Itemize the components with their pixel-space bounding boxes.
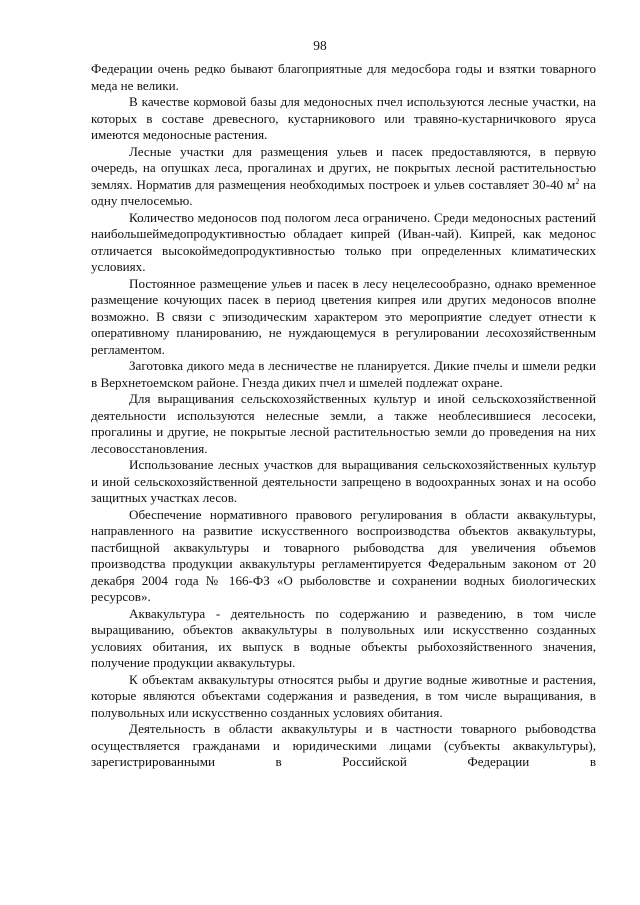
superscript-square: 2 (575, 176, 580, 186)
paragraph-continuation: Федерации очень редко бывают благоприятные для медосбора годы и взятки товарного меда не велики. (91, 61, 596, 93)
paragraph-hive-placement-tail: на одну пчелосемью. (91, 176, 596, 208)
paragraph-forage-base: В качестве кормовой базы для медоносных пчел используются лесные участки, на которых в составе древесного, кустарникового или травяно-кустарничкового яруса имеются медоносные растения. (91, 94, 596, 142)
paragraph-aquaculture-regulation: Обеспечение нормативного правового регулирования в области аквакультуры, направленного на развитие искусственного воспроизводства объектов аквакультуры, пастбищной аквакультуры и товарного рыбоводства для увеличения объемов производства продукции аквакультуры регламентируется Федеральным законом от 20 декабря 2004 года № 166-ФЗ «О рыболовстве и сохранении водных биологических ресурсов». (91, 506, 596, 604)
paragraph-agriculture-restriction: Использование лесных участков для выращивания сельскохозяйственных культур и иной сельскохозяйственной деятельности запрещено в водоохранных зонах и на особо защитных участках лесов. (91, 457, 596, 505)
page-number: 98 (313, 38, 327, 53)
paragraph-honey-plants: Количество медоносов под пологом леса ограничено. Среди медоносных растений наибольшеймедопродуктивностью обладает кипрей (Иван-чай). Кипрей, как медонос отличается высокоймедопродуктивностью только при определенных климатических условиях. (91, 209, 596, 274)
paragraph-permanent-placement: Постоянное размещение ульев и пасек в лесу нецелесообразно, однако временное размещение кочующих пасек в период цветения кипрея или других медоносов вполне возможно. В связи с эпизодическим характером это мероприятие следует отнести к оперативному планированию, не нуждающемуся в регулировании лесохозяйственным регламентом. (91, 275, 596, 357)
body-text (91, 61, 596, 771)
paragraph-hive-placement (91, 144, 596, 210)
paragraph-aquaculture-definition: Аквакультура - деятельность по содержанию и разведению, в том числе выращиванию, объектов аквакультуры в полувольных или искусственно созданных условиях обитания, их выпуск в водные объекты рыбохозяйственного значения, получение продукции аквакультуры. (91, 605, 596, 670)
paragraph-aquaculture-activity: Деятельность в области аквакультуры и в частности товарного рыбоводства осуществляется гражданами и юридическими лицами (субъекты аквакультуры), зарегистрированными в Российской Федерации в (91, 721, 596, 769)
paragraph-aquaculture-objects: К объектам аквакультуры относятся рыбы и другие водные животные и растения, которые являются объектами содержания и разведения, в том числе выращивания, в полувольных или искусственно созданных условиях обитания. (91, 671, 596, 720)
paragraph-wild-honey: Заготовка дикого меда в лесничестве не планируется. Дикие пчелы и шмели редки в Верхнетоемском районе. Гнезда диких пчел и шмелей подлежат охране. (91, 358, 596, 390)
paragraph-agriculture-lands: Для выращивания сельскохозяйственных культур и иной сельскохозяйственной деятельности используются нелесные земли, а также необлесившиеся лесосеки, прогалины и другие, не покрытые лесной растительностью земли до проведения на них лесовосстановления. (91, 391, 596, 456)
paragraph-hive-placement-text: Лесные участки для размещения ульев и пасек предоставляются, в первую очередь, на опушках леса, прогалинах и других, не покрытых лесной растительностью землях. Норматив для размещения необходимых построек и ульев составляет 30-40 м (91, 143, 596, 192)
